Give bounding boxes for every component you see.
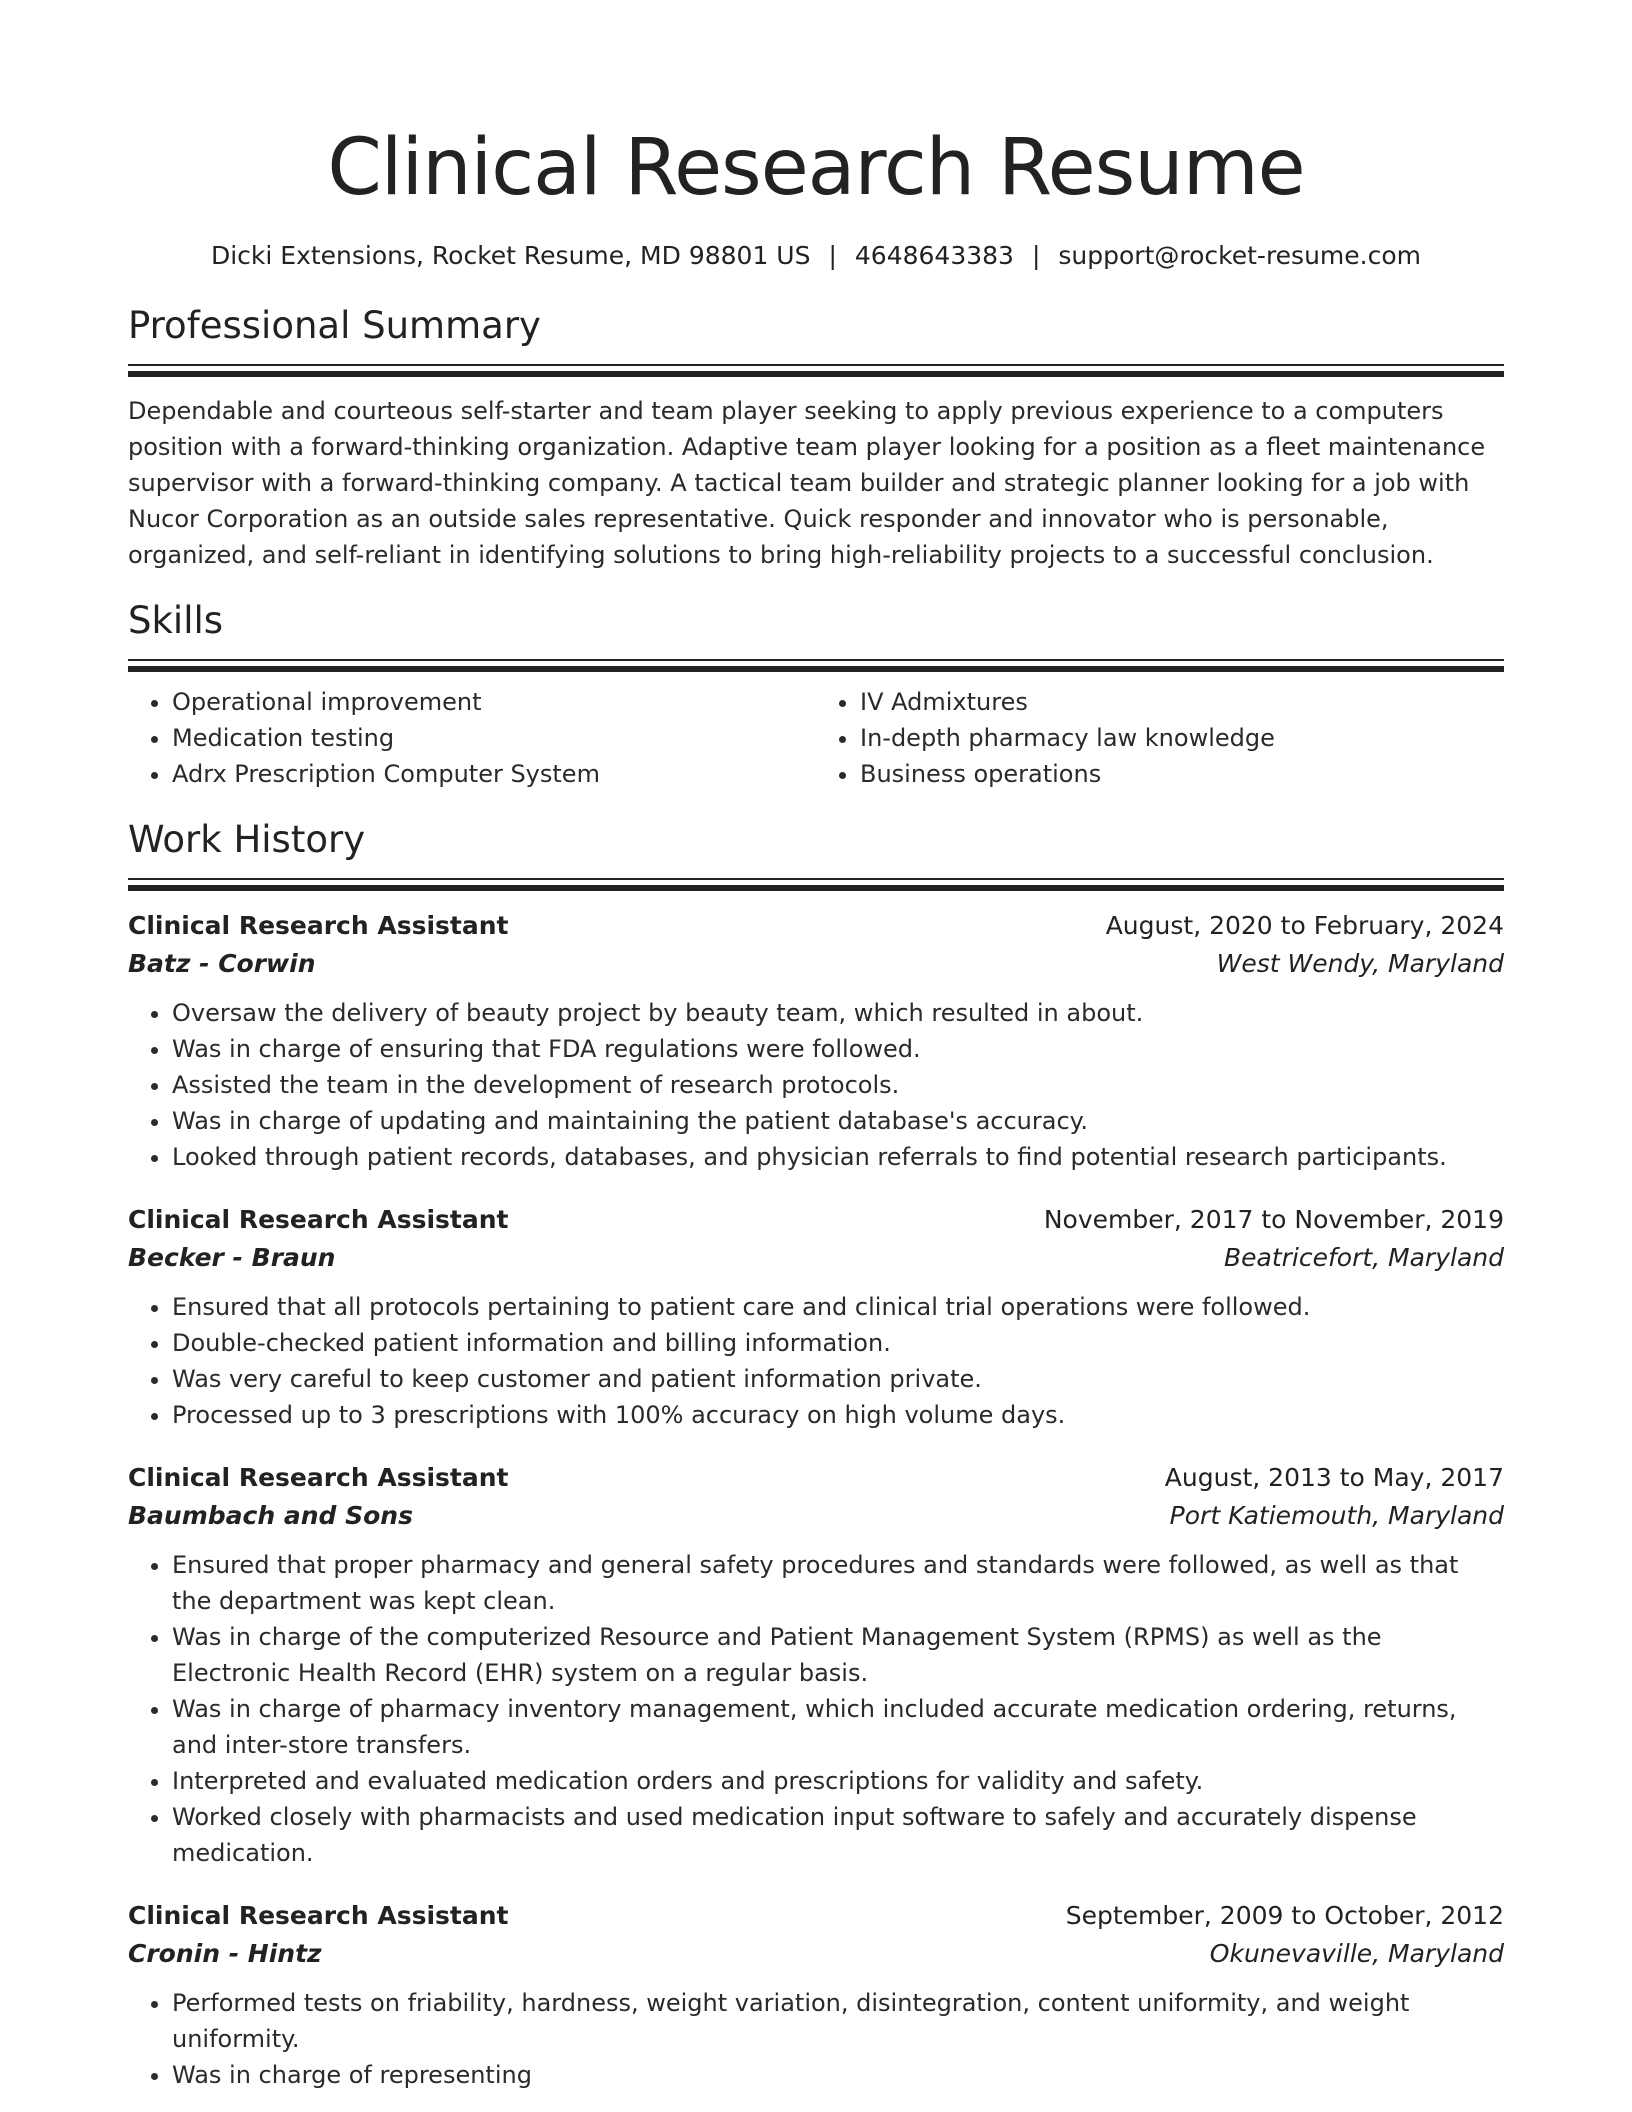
job-subheader (128, 1497, 1504, 1535)
skills-heading: Skills (128, 599, 224, 642)
skills-list-right (816, 684, 1504, 792)
job-bullet: • Ensured that all protocols pertaining to patient care and clinical trial operations were followed. (172, 1289, 1504, 1325)
job-dates: August, 2020 to February, 2024 (1105, 911, 1504, 940)
skill-item: • Medication testing (172, 720, 816, 756)
contact-address: Dicki Extensions, Rocket Resume, MD 98801 US (210, 241, 811, 270)
job-subheader (128, 1935, 1504, 1973)
job-bullet: • Assisted the team in the development of research protocols. (172, 1067, 1504, 1103)
job-title: Clinical Research Assistant (128, 911, 509, 940)
skills-grid (128, 684, 1504, 792)
job-subheader (128, 1239, 1504, 1277)
job-header (128, 1459, 1504, 1497)
job-dates: September, 2009 to October, 2012 (1065, 1901, 1504, 1930)
job-bullet: • Was in charge of updating and maintaining the patient database's accuracy. (172, 1103, 1504, 1139)
job-title: Clinical Research Assistant (128, 1463, 509, 1492)
section-divider (128, 364, 1504, 366)
job-location: Okunevaville, Maryland (1209, 1939, 1504, 1968)
job-bullets (128, 1985, 1504, 2093)
work-section (128, 816, 1504, 2093)
job-entry (128, 1897, 1504, 2093)
job-bullet: • Interpreted and evaluated medication orders and prescriptions for validity and safety. (172, 1763, 1504, 1799)
contact-phone: 4648643383 (854, 241, 1014, 270)
job-bullet: • Worked closely with pharmacists and used medication input software to safely and accurately dispense medication. (172, 1799, 1504, 1871)
skill-item: • IV Admixtures (860, 684, 1504, 720)
job-company: Becker - Braun (128, 1243, 336, 1272)
job-entry (128, 1201, 1504, 1433)
job-bullet: • Was in charge of representing (172, 2057, 1504, 2093)
job-company: Batz - Corwin (128, 949, 316, 978)
job-location: Beatricefort, Maryland (1223, 1243, 1504, 1272)
job-bullets (128, 1547, 1504, 1871)
job-bullet: • Processed up to 3 prescriptions with 100% accuracy on high volume days. (172, 1397, 1504, 1433)
job-bullet: • Oversaw the delivery of beauty project by beauty team, which resulted in about. (172, 995, 1504, 1031)
job-bullet: • Ensured that proper pharmacy and general safety procedures and standards were followed, as well as that the department was kept clean. (172, 1547, 1504, 1619)
section-divider (128, 878, 1504, 880)
job-bullet: • Double-checked patient information and billing information. (172, 1325, 1504, 1361)
job-subheader (128, 945, 1504, 983)
job-bullet: • Was very careful to keep customer and patient information private. (172, 1361, 1504, 1397)
summary-heading: Professional Summary (128, 304, 541, 347)
skills-list-left (128, 684, 816, 792)
section-divider-thick (128, 666, 1504, 672)
skill-item: • Business operations (860, 756, 1504, 792)
job-entry (128, 1459, 1504, 1871)
job-bullet: • Performed tests on friability, hardness, weight variation, disintegration, content uniformity, and weight uniformity. (172, 1985, 1504, 2057)
summary-section (128, 302, 1504, 573)
job-company: Baumbach and Sons (128, 1501, 413, 1530)
job-bullets (128, 1289, 1504, 1433)
resume-page (128, 0, 1504, 2093)
section-divider-thick (128, 885, 1504, 891)
work-heading: Work History (128, 818, 366, 861)
job-title: Clinical Research Assistant (128, 1901, 509, 1930)
skill-item: • Adrx Prescription Computer System (172, 756, 816, 792)
skill-item: • In-depth pharmacy law knowledge (860, 720, 1504, 756)
page-title: Clinical Research Resume (327, 123, 1305, 213)
job-header (128, 907, 1504, 945)
job-title: Clinical Research Assistant (128, 1205, 509, 1234)
job-header (128, 1897, 1504, 1935)
job-bullet: • Was in charge of the computerized Resource and Patient Management System (RPMS) as well as the Electronic Health Record (EHR) system on a regular basis. (172, 1619, 1504, 1691)
job-bullet: • Was in charge of ensuring that FDA regulations were followed. (172, 1031, 1504, 1067)
contact-separator: | (828, 241, 837, 270)
section-divider (128, 659, 1504, 661)
job-location: Port Katiemouth, Maryland (1169, 1501, 1504, 1530)
job-entry (128, 907, 1504, 1175)
job-bullets (128, 995, 1504, 1175)
contact-separator: | (1031, 241, 1041, 270)
section-divider-thick (128, 371, 1504, 377)
summary-text: Dependable and courteous self-starter and team player seeking to apply previous experience to a computers position with a forward-thinking organization. Adaptive team player looking for a position as a fleet maintenance supervisor with a forward-thinking company. A tactical team builder and strategic planner looking for a job with Nucor Corporation as an outside sales representative. Quick responder and innovator who is personable, organized, and self-reliant in identifying solutions to bring high-reliability projects to a successful conclusion. (128, 397, 1486, 569)
job-bullet: • Was in charge of pharmacy inventory management, which included accurate medication ordering, returns, and inter-store transfers. (172, 1691, 1504, 1763)
contact-line (128, 240, 1504, 272)
contact-email: support@rocket-resume.com (1058, 241, 1422, 270)
job-dates: August, 2013 to May, 2017 (1164, 1463, 1504, 1492)
skill-item: • Operational improvement (172, 684, 816, 720)
job-header (128, 1201, 1504, 1239)
job-dates: November, 2017 to November, 2019 (1043, 1205, 1504, 1234)
job-company: Cronin - Hintz (128, 1939, 322, 1968)
job-bullet: • Looked through patient records, databases, and physician referrals to find potential research participants. (172, 1139, 1504, 1175)
skills-section (128, 597, 1504, 792)
job-location: West Wendy, Maryland (1216, 949, 1504, 978)
